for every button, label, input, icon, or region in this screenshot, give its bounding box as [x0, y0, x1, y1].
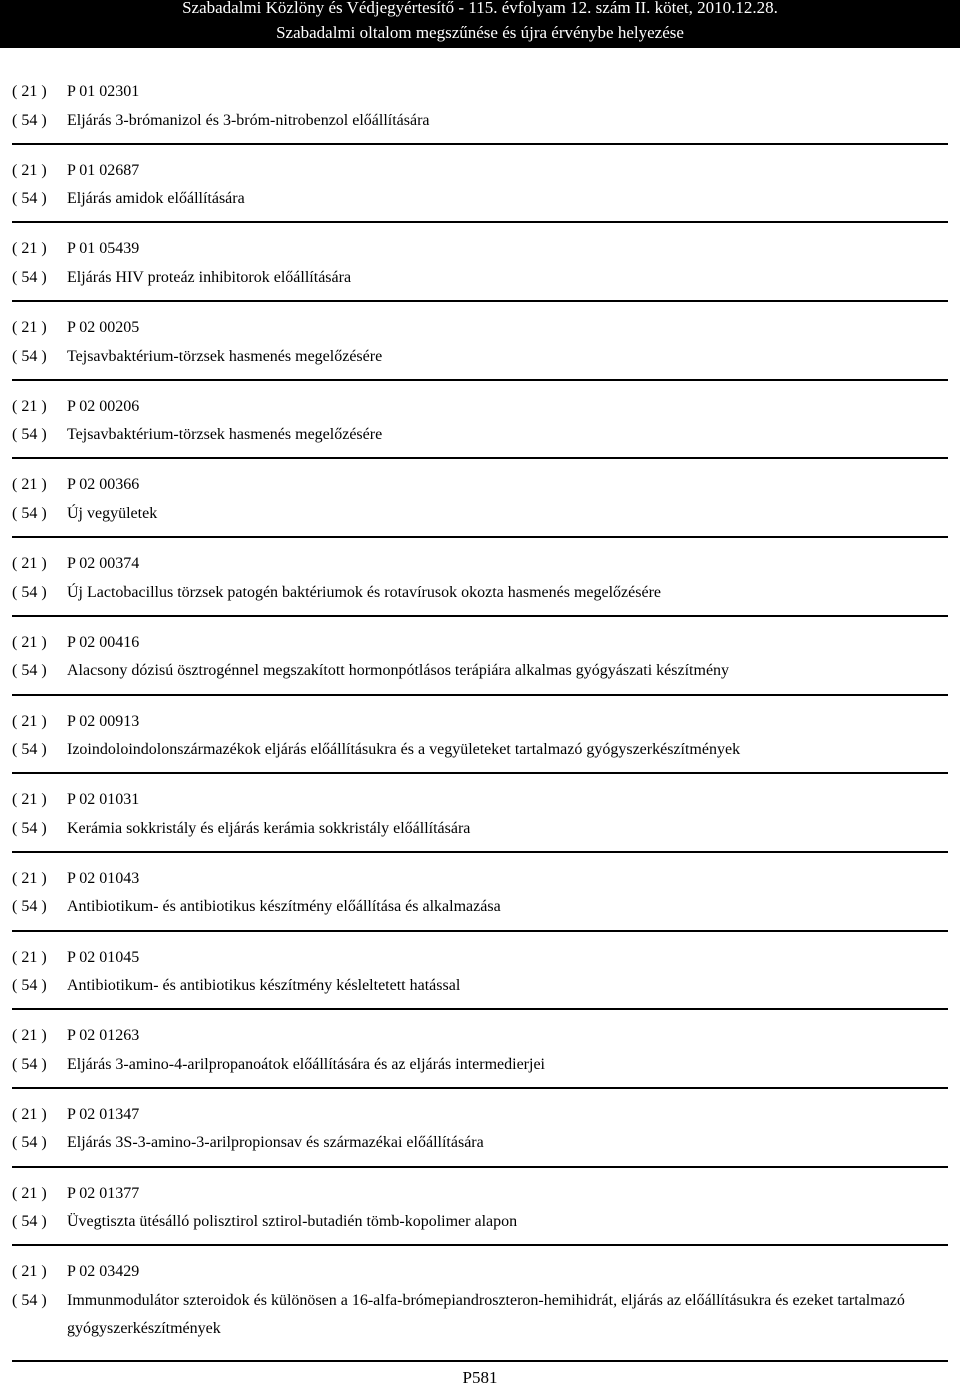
- invention-title: Kerámia sokkristály és eljárás kerámia sokkristály előállítására: [67, 819, 471, 837]
- code-21-label: ( 21 ): [12, 869, 47, 887]
- invention-title: Tejsavbaktérium-törzsek hasmenés megelőzésére: [67, 426, 383, 444]
- invention-title: Eljárás HIV proteáz inhibitorok előállítására: [67, 268, 352, 286]
- title-row: [12, 657, 948, 686]
- title-row: [12, 1129, 948, 1158]
- application-number-row: [12, 1258, 948, 1287]
- title-row: [12, 1287, 948, 1344]
- application-number: P 01 02687: [67, 161, 140, 179]
- application-number: P 02 01263: [67, 1027, 140, 1045]
- application-number: P 01 05439: [67, 240, 140, 258]
- code-21-label: ( 21 ): [12, 555, 47, 573]
- invention-title: Eljárás amidok előállítására: [67, 190, 245, 208]
- code-54-label: ( 54 ): [12, 662, 47, 680]
- patent-entry: [12, 538, 948, 617]
- patent-entry: [12, 1010, 948, 1089]
- patent-entry: [12, 696, 948, 775]
- invention-title: Immunmodulátor szteroidok és különösen a 16-alfa-brómepiandroszteron-hemihidrát, eljárás az előállításukra és ezeket tartalmazó gyógyszerkészítmények: [67, 1291, 905, 1338]
- title-row: [12, 815, 948, 844]
- code-21-label: ( 21 ): [12, 712, 47, 730]
- application-number: P 02 01031: [67, 791, 140, 809]
- application-number: P 02 00366: [67, 476, 140, 494]
- code-54-label: ( 54 ): [12, 347, 47, 365]
- page-number: P581: [462, 1368, 498, 1387]
- application-number: P 02 01045: [67, 948, 140, 966]
- patent-entry: [12, 459, 948, 538]
- invention-title: Alacsony dózisú ösztrogénnel megszakított hormonpótlásos terápiára alkalmas gyógyászati készítmény: [67, 662, 730, 680]
- patent-entry: [12, 853, 948, 932]
- title-row: [12, 972, 948, 1001]
- code-21-label: ( 21 ): [12, 240, 47, 258]
- title-row: [12, 343, 948, 372]
- code-21-label: ( 21 ): [12, 1027, 47, 1045]
- patent-entry: [12, 1168, 948, 1247]
- code-54-label: ( 54 ): [12, 1134, 47, 1152]
- code-21-label: ( 21 ): [12, 1105, 47, 1123]
- code-54-label: ( 54 ): [12, 1055, 47, 1073]
- code-21-label: ( 21 ): [12, 633, 47, 651]
- application-number-row: [12, 708, 948, 737]
- title-row: [12, 1208, 948, 1237]
- title-row: [12, 500, 948, 529]
- application-number-row: [12, 393, 948, 422]
- patent-entry: [12, 932, 948, 1011]
- invention-title: Új Lactobacillus törzsek patogén baktériumok és rotavírusok okozta hasmenés megelőzésére: [67, 583, 662, 601]
- application-number-row: [12, 550, 948, 579]
- journal-title: Szabadalmi Közlöny és Védjegyértesítő - 115. évfolyam 12. szám II. kötet, 2010.12.28.: [182, 0, 778, 17]
- code-54-label: ( 54 ): [12, 268, 47, 286]
- invention-title: Izoindoloindolonszármazékok eljárás előállításukra és a vegyületeket tartalmazó gyógyszerkészítmények: [67, 741, 741, 758]
- code-21-label: ( 21 ): [12, 319, 47, 337]
- application-number: P 02 00205: [67, 319, 140, 337]
- code-54-label: ( 54 ): [12, 898, 47, 916]
- code-21-label: ( 21 ): [12, 948, 47, 966]
- application-number-row: [12, 1180, 948, 1209]
- application-number: P 02 03429: [67, 1263, 140, 1281]
- application-number-row: [12, 471, 948, 500]
- section-title: Szabadalmi oltalom megszűnése és újra érvénybe helyezése: [276, 23, 684, 42]
- invention-title: Antibiotikum- és antibiotikus készítmény előállítása és alkalmazása: [67, 898, 501, 916]
- code-54-label: ( 54 ): [12, 1291, 47, 1309]
- code-21-label: ( 21 ): [12, 791, 47, 809]
- application-number-row: [12, 314, 948, 343]
- code-54-label: ( 54 ): [12, 819, 47, 837]
- title-row: [12, 185, 948, 214]
- application-number-row: [12, 157, 948, 186]
- code-21-label: ( 21 ): [12, 397, 47, 415]
- code-54-label: ( 54 ): [12, 504, 47, 522]
- application-number-row: [12, 865, 948, 894]
- invention-title: Tejsavbaktérium-törzsek hasmenés megelőzésére: [67, 347, 383, 365]
- title-row: [12, 264, 948, 293]
- invention-title: Új vegyületek: [67, 504, 158, 522]
- title-row: [12, 1051, 948, 1080]
- application-number-row: [12, 78, 948, 107]
- code-54-label: ( 54 ): [12, 741, 47, 758]
- code-54-label: ( 54 ): [12, 426, 47, 444]
- application-number-row: [12, 786, 948, 815]
- application-number-row: [12, 1101, 948, 1130]
- application-number: P 02 00206: [67, 397, 140, 415]
- application-number: P 01 02301: [67, 83, 140, 100]
- application-number-row: [12, 235, 948, 264]
- code-54-label: ( 54 ): [12, 190, 47, 208]
- patent-entry: [12, 145, 948, 224]
- title-row: [12, 736, 948, 765]
- code-21-label: ( 21 ): [12, 1184, 47, 1202]
- page-header: [0, 0, 960, 48]
- application-number: P 02 01043: [67, 869, 140, 887]
- patent-entry: [12, 302, 948, 381]
- patent-entry: [12, 774, 948, 853]
- code-21-label: ( 21 ): [12, 83, 47, 100]
- title-row: [12, 579, 948, 608]
- invention-title: Antibiotikum- és antibiotikus készítmény késleltetett hatással: [67, 977, 461, 995]
- code-54-label: ( 54 ): [12, 583, 47, 601]
- footer-divider: [12, 1360, 948, 1362]
- application-number: P 02 00913: [67, 712, 140, 730]
- code-21-label: ( 21 ): [12, 161, 47, 179]
- code-54-label: ( 54 ): [12, 111, 47, 129]
- invention-title: Eljárás 3-brómanizol és 3-bróm-nitrobenzol előállítására: [67, 111, 430, 129]
- code-21-label: ( 21 ): [12, 476, 47, 494]
- patent-entry: [12, 66, 948, 145]
- application-number-row: [12, 629, 948, 658]
- title-row: [12, 421, 948, 450]
- invention-title: Üvegtiszta ütésálló polisztirol sztirol-butadién tömb-kopolimer alapon: [67, 1213, 518, 1231]
- patent-entry: [12, 1089, 948, 1168]
- application-number: P 02 01347: [67, 1105, 140, 1123]
- patent-entry: [12, 381, 948, 460]
- application-number-row: [12, 944, 948, 973]
- code-54-label: ( 54 ): [12, 1213, 47, 1231]
- application-number: P 02 01377: [67, 1184, 140, 1202]
- application-number: P 02 00374: [67, 555, 140, 573]
- invention-title: Eljárás 3-amino-4-arilpropanoátok előállítására és az eljárás intermedierjei: [67, 1055, 545, 1073]
- title-row: [12, 107, 948, 136]
- patent-list: [12, 66, 948, 1344]
- application-number: P 02 00416: [67, 633, 140, 651]
- application-number-row: [12, 1022, 948, 1051]
- patent-entry: [12, 223, 948, 302]
- code-21-label: ( 21 ): [12, 1263, 47, 1281]
- code-54-label: ( 54 ): [12, 977, 47, 995]
- patent-entry: [12, 1246, 948, 1344]
- title-row: [12, 893, 948, 922]
- patent-entry: [12, 617, 948, 696]
- invention-title: Eljárás 3S-3-amino-3-arilpropionsav és származékai előállítására: [67, 1134, 484, 1152]
